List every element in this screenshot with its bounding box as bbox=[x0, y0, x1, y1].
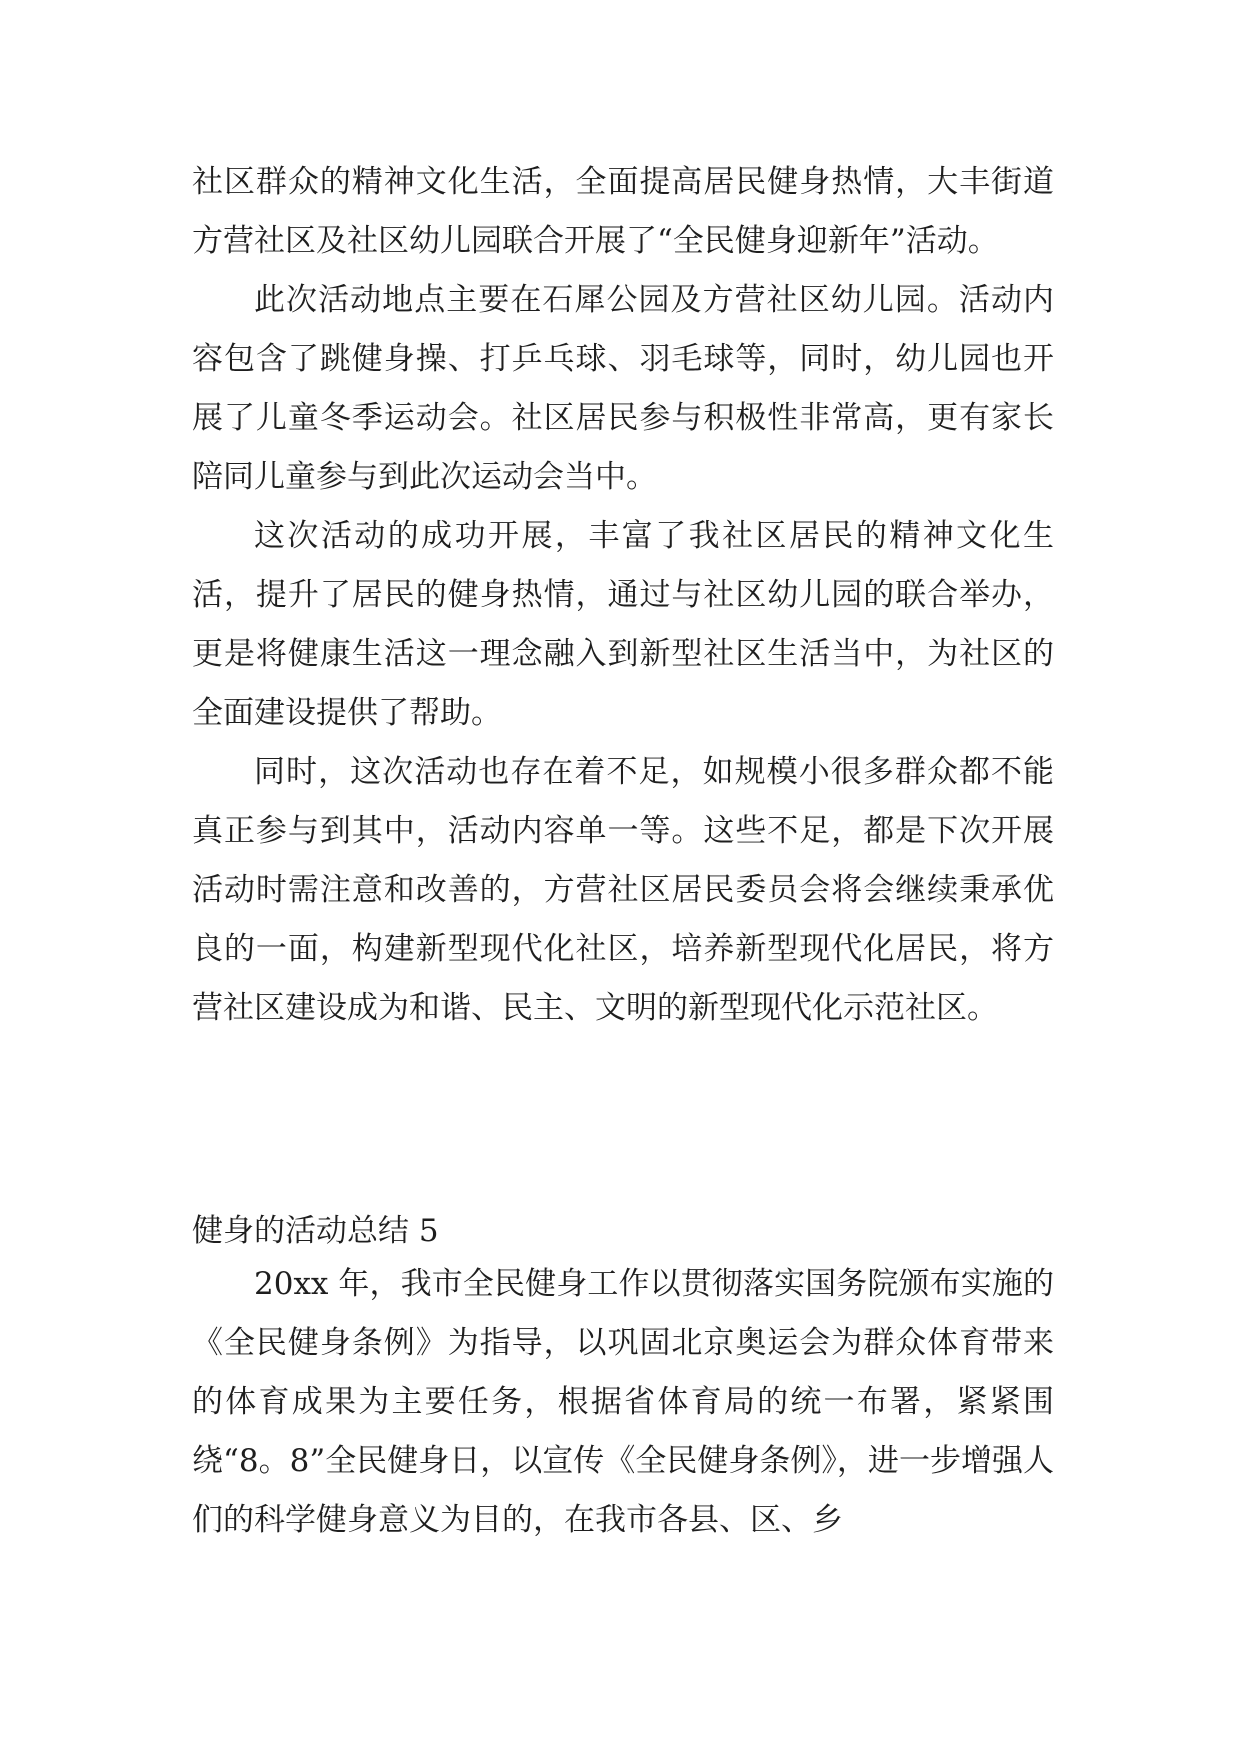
body-text-bottom bbox=[192, 1255, 1054, 1550]
paragraph-activity-location: 此次活动地点主要在石犀公园及方营社区幼儿园。活动内容包含了跳健身操、打乒乓球、羽毛球等，同时，幼儿园也开展了儿童冬季运动会。社区居民参与积极性非常高，更有家长陪同儿童参与到此次运动会当中。 bbox=[192, 282, 1054, 495]
paragraph-continuation: 社区群众的精神文化生活，全面提高居民健身热情，大丰街道方营社区及社区幼儿园联合开展了“全民健身迎新年”活动。 bbox=[192, 164, 1054, 259]
section-heading: 健身的活动总结 5 bbox=[192, 1213, 439, 1249]
paragraph-shortcomings: 同时，这次活动也存在着不足，如规模小很多群众都不能真正参与到其中，活动内容单一等。这些不足，都是下次开展活动时需注意和改善的，方营社区居民委员会将会继续秉承优良的一面，构建新型现代化社区，培养新型现代化居民，将方营社区建设成为和谐、民主、文明的新型现代化示范社区。 bbox=[192, 754, 1054, 1026]
body-text-top bbox=[192, 153, 1054, 1038]
paragraph-section-5-intro: 20xx 年，我市全民健身工作以贯彻落实国务院颁布实施的《全民健身条例》为指导，以巩固北京奥运会为群众体育带来的体育成果为主要任务，根据省体育局的统一布署，紧紧围绕“8。8”全民健身日，以宣传《全民健身条例》，进一步增强人们的科学健身意义为目的，在我市各县、区、乡 bbox=[192, 1266, 1054, 1538]
paragraph-activity-success: 这次活动的成功开展，丰富了我社区居民的精神文化生活，提升了居民的健身热情，通过与社区幼儿园的联合举办，更是将健康生活这一理念融入到新型社区生活当中，为社区的全面建设提供了帮助。 bbox=[192, 518, 1054, 731]
